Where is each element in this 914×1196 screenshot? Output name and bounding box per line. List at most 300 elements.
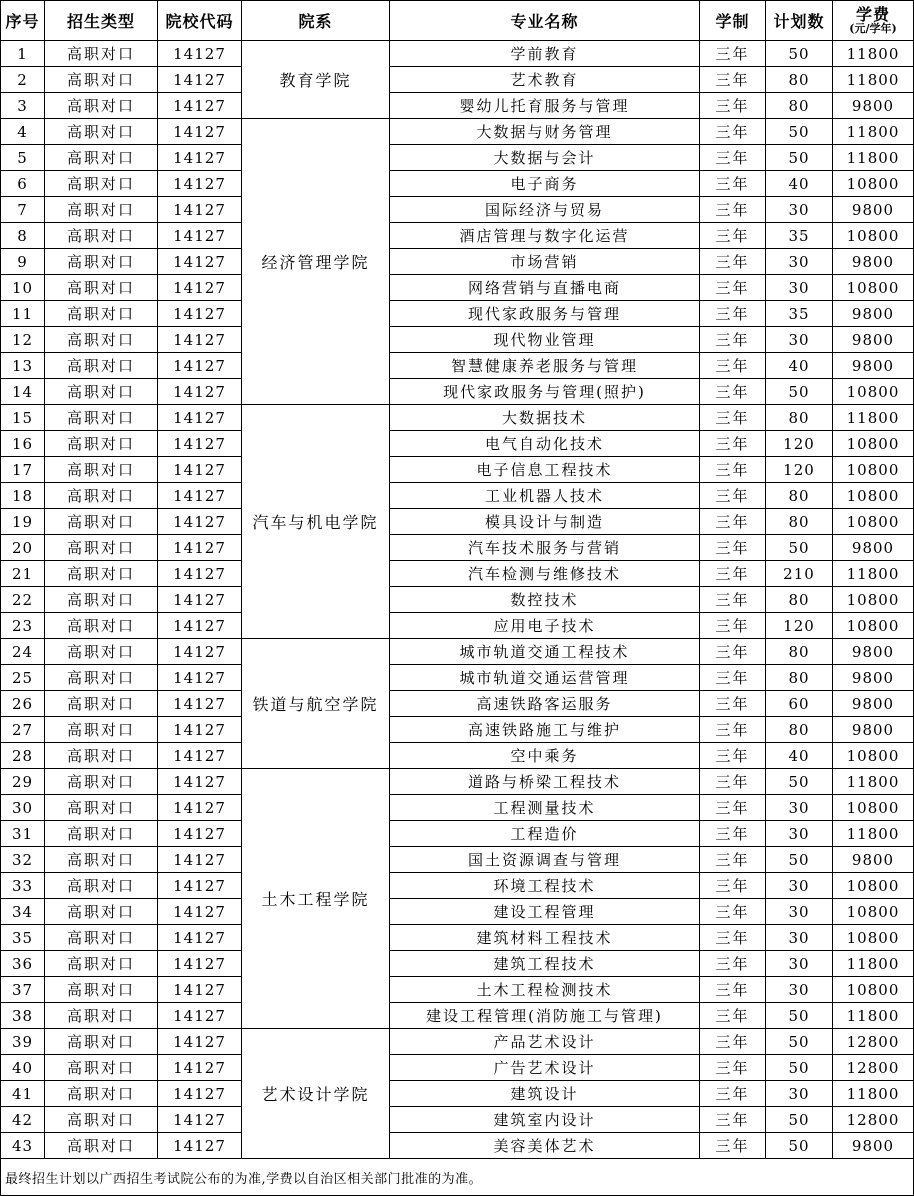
tuition-cell: 10800 [833,977,914,1003]
tuition-cell: 12800 [833,1029,914,1055]
tuition-cell: 11800 [833,405,914,431]
table-row [1,223,914,249]
plan-count-cell: 80 [766,587,833,613]
school-code-cell: 14127 [158,93,242,119]
major-name-cell: 国际经济与贸易 [390,197,700,223]
major-name-cell: 学前教育 [390,41,700,67]
row-index: 8 [1,223,45,249]
enrollment-type-cell: 高职对口 [45,67,158,93]
row-index: 11 [1,301,45,327]
plan-count-cell: 50 [766,119,833,145]
duration-cell: 三年 [700,353,766,379]
major-name-cell: 城市轨道交通运营管理 [390,665,700,691]
table-body [1,41,914,1159]
department-cell: 艺术设计学院 [242,1029,390,1159]
enrollment-type-cell: 高职对口 [45,1107,158,1133]
department-cell: 铁道与航空学院 [242,639,390,769]
duration-cell: 三年 [700,873,766,899]
school-code-cell: 14127 [158,353,242,379]
enrollment-type-cell: 高职对口 [45,1055,158,1081]
header-type: 招生类型 [45,1,158,41]
enrollment-type-cell: 高职对口 [45,483,158,509]
row-index: 12 [1,327,45,353]
duration-cell: 三年 [700,67,766,93]
plan-count-cell: 30 [766,197,833,223]
table-row [1,431,914,457]
duration-cell: 三年 [700,587,766,613]
enrollment-type-cell: 高职对口 [45,1133,158,1159]
row-index: 41 [1,1081,45,1107]
row-index: 2 [1,67,45,93]
major-name-cell: 国土资源调查与管理 [390,847,700,873]
major-name-cell: 高速铁路客运服务 [390,691,700,717]
school-code-cell: 14127 [158,769,242,795]
school-code-cell: 14127 [158,249,242,275]
row-index: 14 [1,379,45,405]
tuition-cell: 10800 [833,509,914,535]
school-code-cell: 14127 [158,457,242,483]
table-row [1,821,914,847]
table-row [1,301,914,327]
plan-count-cell: 30 [766,951,833,977]
enrollment-type-cell: 高职对口 [45,561,158,587]
department-cell: 土木工程学院 [242,769,390,1029]
duration-cell: 三年 [700,1133,766,1159]
row-index: 9 [1,249,45,275]
major-name-cell: 汽车技术服务与营销 [390,535,700,561]
plan-count-cell: 40 [766,353,833,379]
school-code-cell: 14127 [158,197,242,223]
school-code-cell: 14127 [158,743,242,769]
table-row [1,249,914,275]
duration-cell: 三年 [700,951,766,977]
major-name-cell: 汽车检测与维修技术 [390,561,700,587]
duration-cell: 三年 [700,795,766,821]
plan-count-cell: 50 [766,41,833,67]
tuition-cell: 11800 [833,67,914,93]
tuition-cell: 11800 [833,145,914,171]
row-index: 37 [1,977,45,1003]
table-row [1,171,914,197]
major-name-cell: 建筑材料工程技术 [390,925,700,951]
major-name-cell: 现代家政服务与管理 [390,301,700,327]
duration-cell: 三年 [700,925,766,951]
row-index: 27 [1,717,45,743]
plan-count-cell: 80 [766,93,833,119]
tuition-cell: 12800 [833,1107,914,1133]
major-name-cell: 现代家政服务与管理(照护) [390,379,700,405]
major-name-cell: 产品艺术设计 [390,1029,700,1055]
row-index: 6 [1,171,45,197]
row-index: 39 [1,1029,45,1055]
row-index: 20 [1,535,45,561]
school-code-cell: 14127 [158,561,242,587]
major-name-cell: 酒店管理与数字化运营 [390,223,700,249]
enrollment-type-cell: 高职对口 [45,899,158,925]
table-header-row [1,1,914,41]
major-name-cell: 网络营销与直播电商 [390,275,700,301]
major-name-cell: 数控技术 [390,587,700,613]
duration-cell: 三年 [700,639,766,665]
major-name-cell: 应用电子技术 [390,613,700,639]
enrollment-type-cell: 高职对口 [45,223,158,249]
enrollment-type-cell: 高职对口 [45,743,158,769]
school-code-cell: 14127 [158,119,242,145]
tuition-cell: 9800 [833,665,914,691]
header-fee [833,1,914,41]
school-code-cell: 14127 [158,223,242,249]
row-index: 36 [1,951,45,977]
plan-count-cell: 80 [766,483,833,509]
enrollment-type-cell: 高职对口 [45,587,158,613]
school-code-cell: 14127 [158,301,242,327]
duration-cell: 三年 [700,249,766,275]
plan-count-cell: 80 [766,717,833,743]
row-index: 23 [1,613,45,639]
major-name-cell: 工程造价 [390,821,700,847]
tuition-cell: 10800 [833,613,914,639]
table-row [1,145,914,171]
enrollment-type-cell: 高职对口 [45,1029,158,1055]
school-code-cell: 14127 [158,1081,242,1107]
enrollment-type-cell: 高职对口 [45,457,158,483]
tuition-cell: 10800 [833,379,914,405]
major-name-cell: 大数据技术 [390,405,700,431]
school-code-cell: 14127 [158,847,242,873]
tuition-cell: 10800 [833,223,914,249]
major-name-cell: 建筑工程技术 [390,951,700,977]
major-name-cell: 建筑设计 [390,1081,700,1107]
row-index: 35 [1,925,45,951]
row-index: 17 [1,457,45,483]
duration-cell: 三年 [700,665,766,691]
enrollment-type-cell: 高职对口 [45,847,158,873]
table-row [1,899,914,925]
plan-count-cell: 50 [766,1029,833,1055]
table-row [1,1081,914,1107]
department-cell: 教育学院 [242,41,390,119]
tuition-cell: 11800 [833,1003,914,1029]
tuition-cell: 11800 [833,41,914,67]
table-row [1,535,914,561]
table-row [1,1133,914,1159]
row-index: 43 [1,1133,45,1159]
table-row [1,613,914,639]
duration-cell: 三年 [700,1003,766,1029]
duration-cell: 三年 [700,1055,766,1081]
row-index: 33 [1,873,45,899]
major-name-cell: 建筑室内设计 [390,1107,700,1133]
enrollment-type-cell: 高职对口 [45,1081,158,1107]
duration-cell: 三年 [700,1081,766,1107]
tuition-cell: 10800 [833,171,914,197]
table-row [1,119,914,145]
major-name-cell: 大数据与财务管理 [390,119,700,145]
table-row [1,353,914,379]
enrollment-type-cell: 高职对口 [45,197,158,223]
table-row [1,639,914,665]
school-code-cell: 14127 [158,431,242,457]
school-code-cell: 14127 [158,405,242,431]
table-row [1,561,914,587]
enrollment-type-cell: 高职对口 [45,431,158,457]
duration-cell: 三年 [700,405,766,431]
duration-cell: 三年 [700,223,766,249]
table-row [1,925,914,951]
major-name-cell: 建设工程管理 [390,899,700,925]
row-index: 13 [1,353,45,379]
duration-cell: 三年 [700,743,766,769]
tuition-cell: 9800 [833,301,914,327]
row-index: 29 [1,769,45,795]
enrollment-type-cell: 高职对口 [45,769,158,795]
plan-count-cell: 50 [766,769,833,795]
table-row [1,275,914,301]
tuition-cell: 9800 [833,691,914,717]
school-code-cell: 14127 [158,509,242,535]
plan-count-cell: 30 [766,977,833,1003]
school-code-cell: 14127 [158,977,242,1003]
school-code-cell: 14127 [158,275,242,301]
enrollment-type-cell: 高职对口 [45,977,158,1003]
plan-count-cell: 50 [766,379,833,405]
table-row [1,509,914,535]
school-code-cell: 14127 [158,587,242,613]
row-index: 21 [1,561,45,587]
school-code-cell: 14127 [158,691,242,717]
duration-cell: 三年 [700,301,766,327]
table-row [1,405,914,431]
school-code-cell: 14127 [158,899,242,925]
duration-cell: 三年 [700,769,766,795]
tuition-cell: 11800 [833,821,914,847]
enrollment-type-cell: 高职对口 [45,379,158,405]
row-index: 28 [1,743,45,769]
duration-cell: 三年 [700,613,766,639]
row-index: 25 [1,665,45,691]
major-name-cell: 高速铁路施工与维护 [390,717,700,743]
table-row [1,1055,914,1081]
duration-cell: 三年 [700,431,766,457]
table-row [1,977,914,1003]
tuition-cell: 9800 [833,1133,914,1159]
duration-cell: 三年 [700,275,766,301]
enrollment-type-cell: 高职对口 [45,795,158,821]
table-row [1,873,914,899]
plan-count-cell: 30 [766,275,833,301]
tuition-cell: 9800 [833,847,914,873]
row-index: 30 [1,795,45,821]
tuition-cell: 11800 [833,1081,914,1107]
enrollment-type-cell: 高职对口 [45,665,158,691]
duration-cell: 三年 [700,717,766,743]
table-row [1,483,914,509]
school-code-cell: 14127 [158,483,242,509]
school-code-cell: 14127 [158,1055,242,1081]
plan-count-cell: 40 [766,171,833,197]
enrollment-type-cell: 高职对口 [45,145,158,171]
plan-count-cell: 50 [766,847,833,873]
plan-count-cell: 80 [766,67,833,93]
school-code-cell: 14127 [158,327,242,353]
tuition-cell: 10800 [833,431,914,457]
tuition-cell: 9800 [833,535,914,561]
plan-count-cell: 120 [766,613,833,639]
school-code-cell: 14127 [158,1029,242,1055]
enrollment-type-cell: 高职对口 [45,119,158,145]
table-row [1,197,914,223]
plan-count-cell: 210 [766,561,833,587]
footnote-row [1,1159,914,1196]
header-dept: 院系 [242,1,390,41]
duration-cell: 三年 [700,561,766,587]
table-row [1,379,914,405]
major-name-cell: 土木工程检测技术 [390,977,700,1003]
plan-count-cell: 35 [766,301,833,327]
enrollment-type-cell: 高职对口 [45,639,158,665]
duration-cell: 三年 [700,327,766,353]
plan-count-cell: 120 [766,431,833,457]
major-name-cell: 大数据与会计 [390,145,700,171]
duration-cell: 三年 [700,197,766,223]
duration-cell: 三年 [700,509,766,535]
tuition-cell: 12800 [833,1055,914,1081]
school-code-cell: 14127 [158,873,242,899]
enrollment-type-cell: 高职对口 [45,41,158,67]
row-index: 7 [1,197,45,223]
table-row [1,795,914,821]
plan-count-cell: 30 [766,873,833,899]
enrollment-type-cell: 高职对口 [45,275,158,301]
major-name-cell: 美容美体艺术 [390,1133,700,1159]
plan-count-cell: 35 [766,223,833,249]
row-index: 32 [1,847,45,873]
row-index: 31 [1,821,45,847]
major-name-cell: 环境工程技术 [390,873,700,899]
major-name-cell: 现代物业管理 [390,327,700,353]
table-row [1,93,914,119]
duration-cell: 三年 [700,379,766,405]
row-index: 42 [1,1107,45,1133]
enrollment-type-cell: 高职对口 [45,301,158,327]
tuition-cell: 11800 [833,769,914,795]
department-cell: 汽车与机电学院 [242,405,390,639]
enrollment-type-cell: 高职对口 [45,925,158,951]
plan-count-cell: 50 [766,535,833,561]
table-row [1,587,914,613]
row-index: 16 [1,431,45,457]
plan-count-cell: 30 [766,925,833,951]
enrollment-type-cell: 高职对口 [45,93,158,119]
tuition-cell: 9800 [833,717,914,743]
plan-count-cell: 30 [766,249,833,275]
duration-cell: 三年 [700,41,766,67]
table-row [1,665,914,691]
row-index: 26 [1,691,45,717]
school-code-cell: 14127 [158,1003,242,1029]
plan-count-cell: 80 [766,405,833,431]
table-row [1,951,914,977]
school-code-cell: 14127 [158,821,242,847]
enrollment-type-cell: 高职对口 [45,405,158,431]
plan-count-cell: 30 [766,327,833,353]
school-code-cell: 14127 [158,1133,242,1159]
tuition-cell: 11800 [833,119,914,145]
school-code-cell: 14127 [158,41,242,67]
enrollment-type-cell: 高职对口 [45,613,158,639]
row-index: 10 [1,275,45,301]
plan-count-cell: 50 [766,145,833,171]
header-major: 专业名称 [390,1,700,41]
tuition-cell: 9800 [833,327,914,353]
school-code-cell: 14127 [158,613,242,639]
duration-cell: 三年 [700,145,766,171]
school-code-cell: 14127 [158,795,242,821]
duration-cell: 三年 [700,691,766,717]
school-code-cell: 14127 [158,379,242,405]
duration-cell: 三年 [700,457,766,483]
duration-cell: 三年 [700,821,766,847]
duration-cell: 三年 [700,977,766,1003]
tuition-cell: 9800 [833,249,914,275]
header-fee-label: 学费 [855,5,890,24]
plan-count-cell: 50 [766,1055,833,1081]
table-row [1,691,914,717]
row-index: 38 [1,1003,45,1029]
school-code-cell: 14127 [158,639,242,665]
tuition-cell: 10800 [833,457,914,483]
major-name-cell: 工业机器人技术 [390,483,700,509]
footnote: 最终招生计划以广西招生考试院公布的为准,学费以自治区相关部门批准的为准。 [1,1159,914,1196]
table-row [1,41,914,67]
school-code-cell: 14127 [158,145,242,171]
major-name-cell: 城市轨道交通工程技术 [390,639,700,665]
enrollment-type-cell: 高职对口 [45,249,158,275]
major-name-cell: 工程测量技术 [390,795,700,821]
duration-cell: 三年 [700,847,766,873]
row-index: 3 [1,93,45,119]
school-code-cell: 14127 [158,951,242,977]
table-row [1,327,914,353]
table-row [1,67,914,93]
plan-count-cell: 80 [766,509,833,535]
plan-count-cell: 50 [766,1003,833,1029]
enrollment-type-cell: 高职对口 [45,1003,158,1029]
tuition-cell: 9800 [833,197,914,223]
row-index: 5 [1,145,45,171]
major-name-cell: 市场营销 [390,249,700,275]
major-name-cell: 空中乘务 [390,743,700,769]
table-row [1,717,914,743]
duration-cell: 三年 [700,1029,766,1055]
tuition-cell: 10800 [833,795,914,821]
tuition-cell: 10800 [833,275,914,301]
row-index: 24 [1,639,45,665]
tuition-cell: 9800 [833,639,914,665]
tuition-cell: 10800 [833,483,914,509]
plan-count-cell: 60 [766,691,833,717]
plan-count-cell: 40 [766,743,833,769]
enrollment-type-cell: 高职对口 [45,171,158,197]
duration-cell: 三年 [700,1107,766,1133]
major-name-cell: 电气自动化技术 [390,431,700,457]
major-name-cell: 电子信息工程技术 [390,457,700,483]
tuition-cell: 10800 [833,899,914,925]
tuition-cell: 9800 [833,353,914,379]
enrollment-type-cell: 高职对口 [45,353,158,379]
enrollment-type-cell: 高职对口 [45,327,158,353]
tuition-cell: 10800 [833,873,914,899]
